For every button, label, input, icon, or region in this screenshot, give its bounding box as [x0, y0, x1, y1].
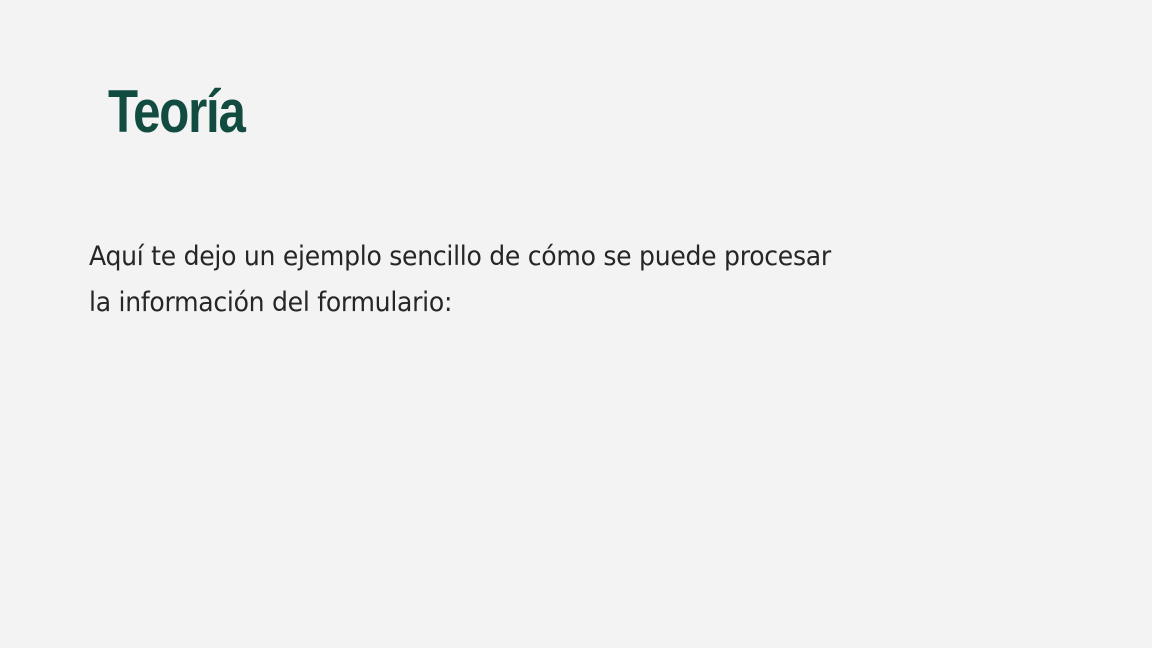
slide-title: Teoría [108, 78, 245, 145]
slide-body-text [89, 234, 926, 326]
body-line: la información del formulario: [89, 287, 453, 318]
body-line: Aquí te dejo un ejemplo sencillo de cómo se puede procesar [89, 241, 831, 272]
